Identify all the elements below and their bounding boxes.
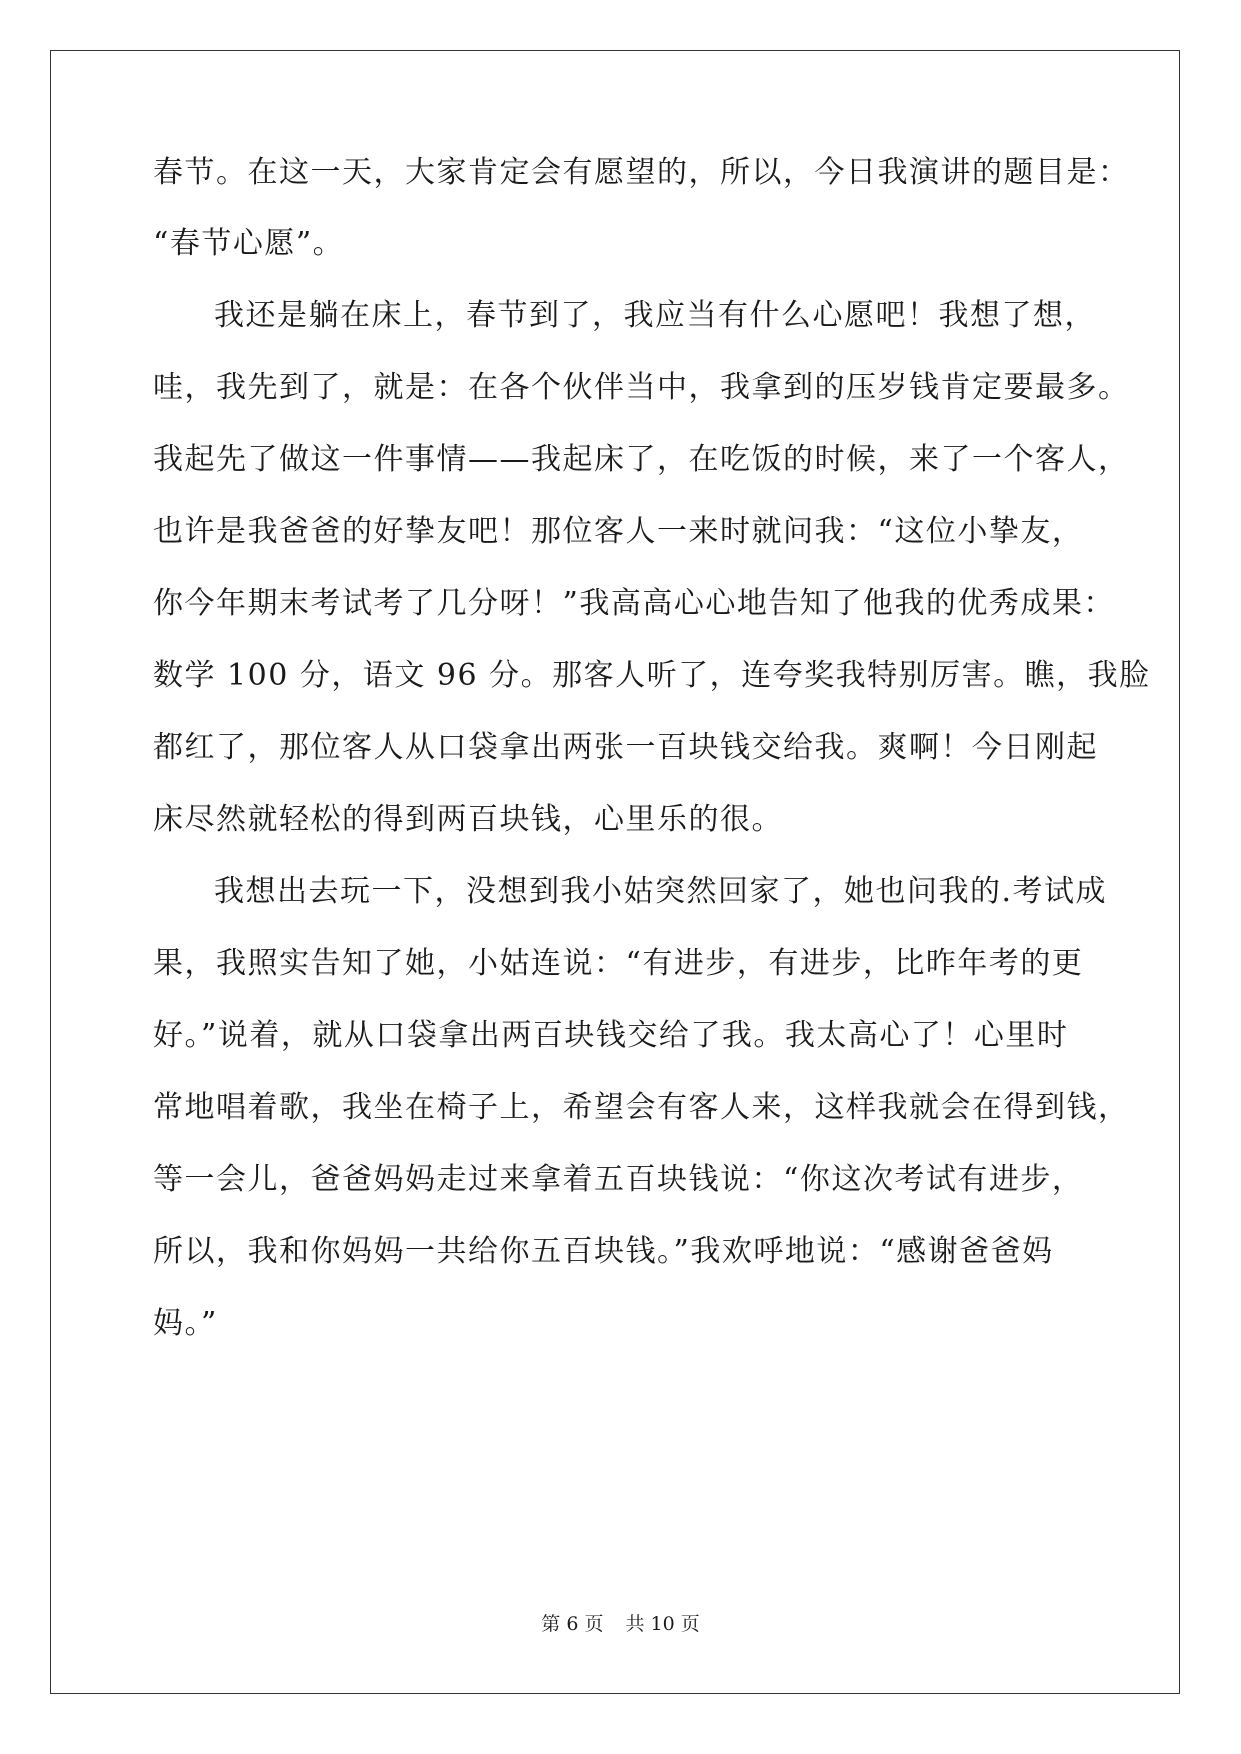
- page-number-total: 共 10 页: [625, 1613, 700, 1635]
- text-line: 也许是我爸爸的好挚友吧！那位客人一来时就问我：“这位小挚友，: [153, 514, 1084, 549]
- paragraph-start-line: 我想出去玩一下，没想到我小姑突然回家了，她也问我的.考试成: [214, 874, 1108, 909]
- text-line: 常地唱着歌，我坐在椅子上，希望会有客人来，这样我就会在得到钱，: [153, 1090, 1130, 1125]
- text-line: 妈。”: [153, 1306, 218, 1341]
- text-line: 都红了，那位客人从口袋拿出两张一百块钱交给我。爽啊！今日刚起: [153, 730, 1098, 765]
- paragraph-start-line: 我还是躺在床上，春节到了，我应当有什么心愿吧！我想了想，: [214, 298, 1096, 333]
- text-line: “春节心愿”。: [153, 226, 345, 261]
- text-line: 我起先了做这一件事情——我起床了，在吃饭的时候，来了一个客人，: [153, 442, 1130, 477]
- page-number-current: 第 6 页: [541, 1613, 604, 1635]
- page-footer: [0, 1612, 1241, 1636]
- text-line: 等一会儿，爸爸妈妈走过来拿着五百块钱说：“你这次考试有进步，: [153, 1162, 1084, 1197]
- text-line: 床尽然就轻松的得到两百块钱，心里乐的很。: [153, 802, 783, 837]
- text-line: 你今年期末考试考了几分呀！”我高高心心地告知了他我的优秀成果：: [153, 586, 1115, 621]
- text-line: 春节。在这一天，大家肯定会有愿望的，所以，今日我演讲的题目是：: [153, 155, 1130, 190]
- text-line: 果，我照实告知了她，小姑连说：“有进步，有进步，比昨年考的更: [153, 946, 1084, 981]
- text-line: 好。”说着，就从口袋拿出两百块钱交给了我。我太高心了！心里时: [153, 1018, 1069, 1053]
- text-line: 数学 100 分，语文 96 分。那客人听了，连夸奖我特别厉害。瞧，我脸: [153, 658, 1151, 693]
- text-line: 哇，我先到了，就是：在各个伙伴当中，我拿到的压岁钱肯定要最多。: [153, 370, 1130, 405]
- text-line: 所以，我和你妈妈一共给你五百块钱。”我欢呼地说：“感谢爸爸妈: [153, 1234, 1054, 1269]
